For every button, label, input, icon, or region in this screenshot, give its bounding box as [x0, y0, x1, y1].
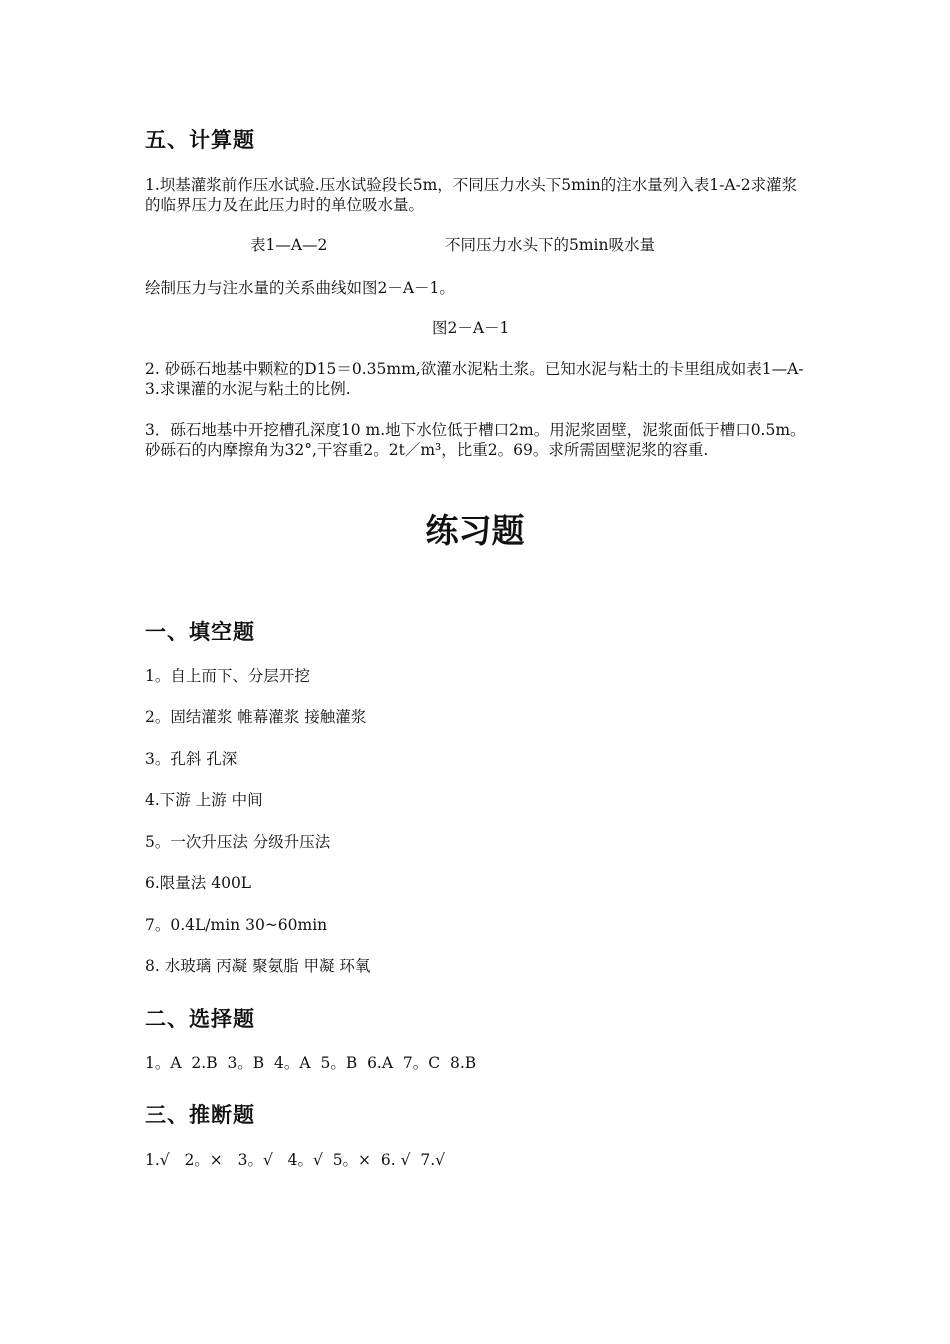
question-2: 2. 砂砾石地基中颗粒的D15＝0.35mm,欲灌水泥粘土浆。已知水泥与粘土的卡里组成如表1—A-3.求课灌的水泥与粘土的比例. [145, 360, 804, 398]
table-caption-title: 不同压力水头下的5min吸水量 [445, 236, 656, 254]
section-heading-choice: 二、选择题 [145, 1007, 255, 1031]
figure-caption: 图2－A－1 [432, 319, 510, 337]
curve-description: 绘制压力与注水量的关系曲线如图2－A－1。 [145, 279, 455, 297]
judgement-answers: 1.√ 2。× 3。√ 4。√ 5。× 6. √ 7.√ [145, 1151, 446, 1169]
question-3: 3．砾石地基中开挖槽孔深度10 m.地下水位低于槽口2m。用泥浆固壁，泥浆面低于槽口0.5m。砂砾石的内摩擦角为32°,干容重2。2t／m³，比重2。69。求所需固壁泥浆的容重. [145, 421, 806, 459]
fill-answer-4: 4.下游 上游 中间 [145, 791, 263, 809]
question-1: 1.坝基灌浆前作压水试验.压水试验段长5m，不同压力水头下5min的注水量列入表1-A-2求灌浆的临界压力及在此压力时的单位吸水量。 [145, 176, 798, 214]
fill-answer-3: 3。孔斜 孔深 [145, 750, 238, 768]
fill-answer-7: 7。0.4L/min 30~60min [145, 916, 328, 934]
practice-title: 练习题 [425, 511, 525, 550]
fill-answer-2: 2。固结灌浆 帷幕灌浆 接触灌浆 [145, 708, 367, 726]
section-heading-judgement: 三、推断题 [145, 1103, 255, 1127]
fill-answer-6: 6.限量法 400L [145, 874, 252, 892]
table-caption-number: 表1—A—2 [250, 236, 328, 254]
fill-answer-1: 1。自上而下、分层开挖 [145, 667, 310, 685]
fill-answer-8: 8. 水玻璃 丙凝 聚氨脂 甲凝 环氧 [145, 957, 371, 975]
section-heading-calculation: 五、计算题 [145, 128, 255, 152]
section-heading-fill-in: 一、填空题 [145, 620, 255, 644]
choice-answers: 1。A 2.B 3。B 4。A 5。B 6.A 7。C 8.B [145, 1054, 477, 1072]
fill-answer-5: 5。一次升压法 分级升压法 [145, 833, 331, 851]
